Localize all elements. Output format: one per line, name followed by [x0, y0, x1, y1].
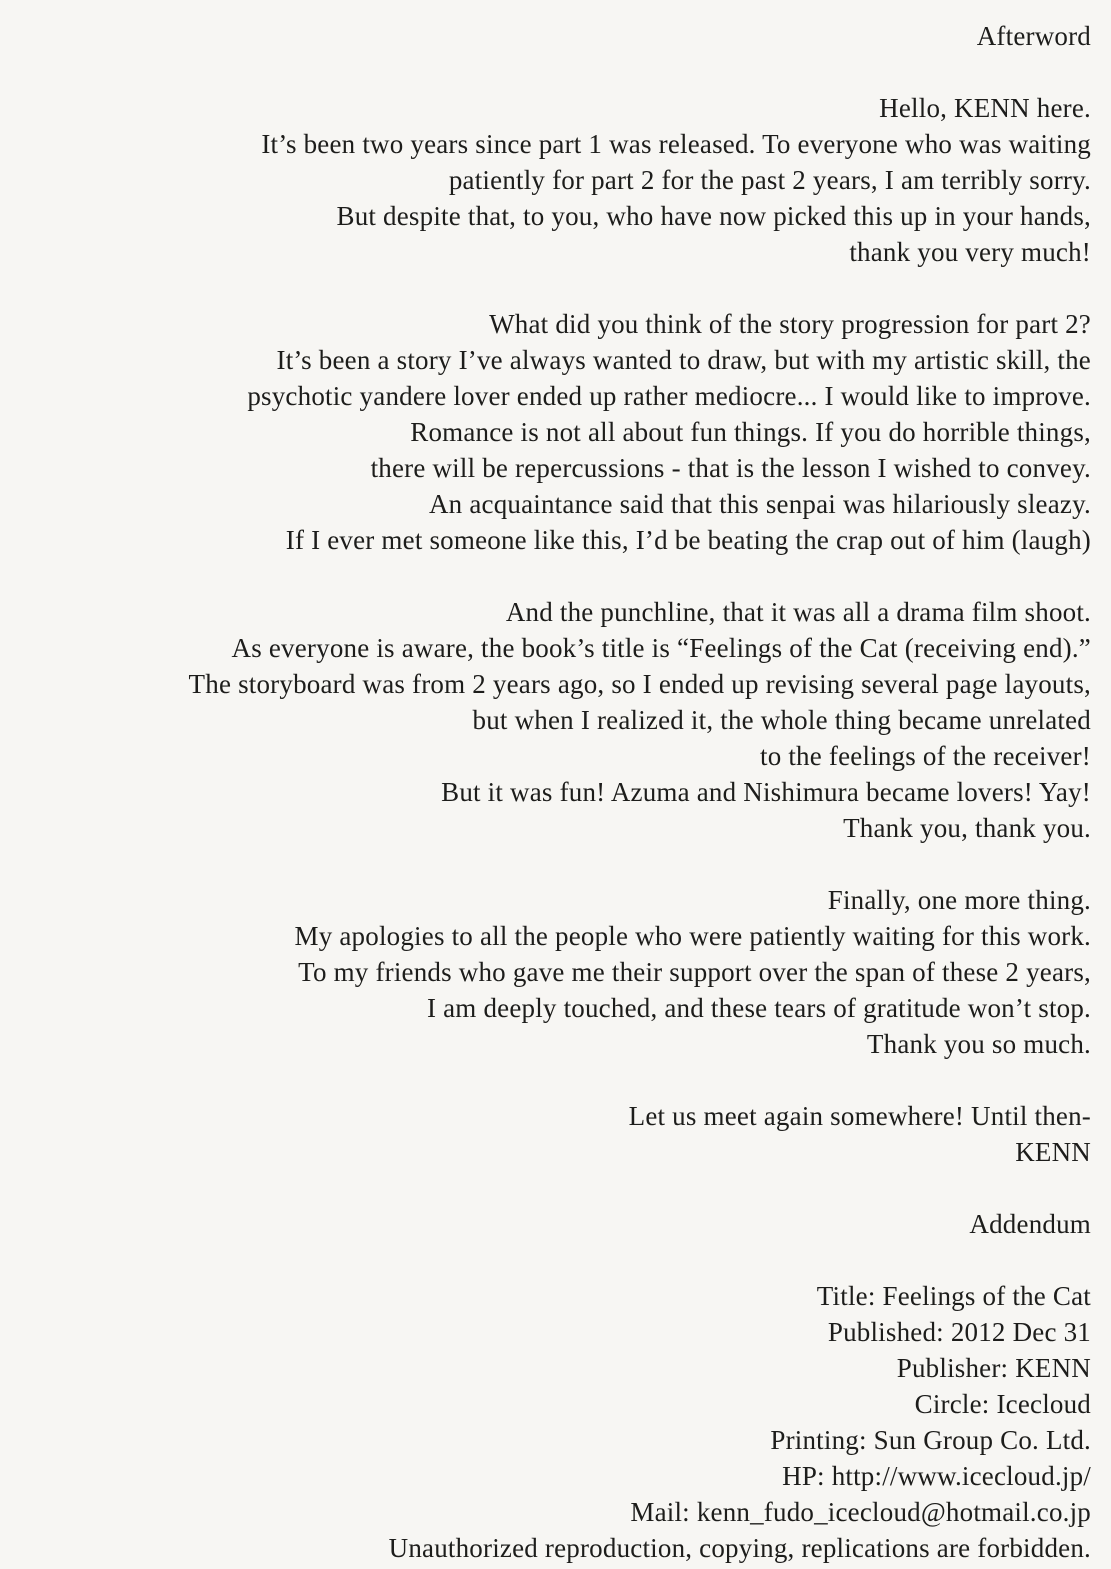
addendum-line-copyright: Unauthorized reproduction, copying, replications are forbidden.: [388, 1533, 1091, 1563]
paragraph-spacer: [20, 1170, 1091, 1206]
text-line: It’s been a story I’ve always wanted to draw, but with my artistic skill, the: [276, 345, 1091, 375]
addendum-line-publisher: Publisher: KENN: [896, 1353, 1091, 1383]
text-line: My apologies to all the people who were patiently waiting for this work.: [294, 921, 1091, 951]
paragraph-addendum: [20, 1278, 1091, 1566]
text-line: Hello, KENN here.: [879, 93, 1091, 123]
text-line: Thank you, thank you.: [843, 813, 1091, 843]
text-line: to the feelings of the receiver!: [760, 741, 1091, 771]
paragraph-signoff: [20, 1098, 1091, 1170]
addendum-line-circle: Circle: Icecloud: [914, 1389, 1091, 1419]
paragraph-story: [20, 306, 1091, 558]
page-title: Afterword: [976, 21, 1091, 51]
addendum-title: Addendum: [969, 1209, 1091, 1239]
text-line: If I ever met someone like this, I’d be beating the crap out of him (laugh): [285, 525, 1091, 555]
text-line: And the punchline, that it was all a drama film shoot.: [505, 597, 1091, 627]
text-line: patiently for part 2 for the past 2 years, I am terribly sorry.: [448, 165, 1091, 195]
paragraph-spacer: [20, 1242, 1091, 1278]
paragraph-spacer: [20, 54, 1091, 90]
text-line: As everyone is aware, the book’s title is “Feelings of the Cat (receiving end).”: [231, 633, 1091, 663]
text-line: But it was fun! Azuma and Nishimura became lovers! Yay!: [441, 777, 1091, 807]
addendum-line-homepage: HP: http://www.icecloud.jp/: [782, 1461, 1091, 1491]
paragraph-finally: [20, 882, 1091, 1062]
text-line: To my friends who gave me their support over the span of these 2 years,: [298, 957, 1091, 987]
text-line: But despite that, to you, who have now picked this up in your hands,: [336, 201, 1091, 231]
text-line: It’s been two years since part 1 was released. To everyone who was waiting: [261, 129, 1091, 159]
text-line: Finally, one more thing.: [827, 885, 1091, 915]
text-line: The storyboard was from 2 years ago, so I ended up revising several page layouts,: [188, 669, 1091, 699]
text-line: there will be repercussions - that is the lesson I wished to convey.: [370, 453, 1091, 483]
text-line: An acquaintance said that this senpai was hilariously sleazy.: [428, 489, 1091, 519]
paragraph-greeting: [20, 90, 1091, 270]
addendum-line-mail: Mail: kenn_fudo_icecloud@hotmail.co.jp: [630, 1497, 1091, 1527]
text-line: Thank you so much.: [866, 1029, 1091, 1059]
paragraph-spacer: [20, 846, 1091, 882]
text-line: Romance is not all about fun things. If you do horrible things,: [410, 417, 1091, 447]
addendum-line-printing: Printing: Sun Group Co. Ltd.: [770, 1425, 1091, 1455]
text-line: but when I realized it, the whole thing became unrelated: [472, 705, 1091, 735]
author-signature: KENN: [1015, 1137, 1091, 1167]
text-line: What did you think of the story progression for part 2?: [489, 309, 1091, 339]
paragraph-spacer: [20, 558, 1091, 594]
text-line: psychotic yandere lover ended up rather mediocre... I would like to improve.: [247, 381, 1091, 411]
addendum-line-published: Published: 2012 Dec 31: [827, 1317, 1091, 1347]
text-line: Let us meet again somewhere! Until then-: [628, 1101, 1091, 1131]
text-line: I am deeply touched, and these tears of gratitude won’t stop.: [426, 993, 1091, 1023]
addendum-line-title: Title: Feelings of the Cat: [816, 1281, 1091, 1311]
paragraph-spacer: [20, 270, 1091, 306]
text-line: thank you very much!: [849, 237, 1091, 267]
paragraph-spacer: [20, 1062, 1091, 1098]
paragraph-punchline: [20, 594, 1091, 846]
